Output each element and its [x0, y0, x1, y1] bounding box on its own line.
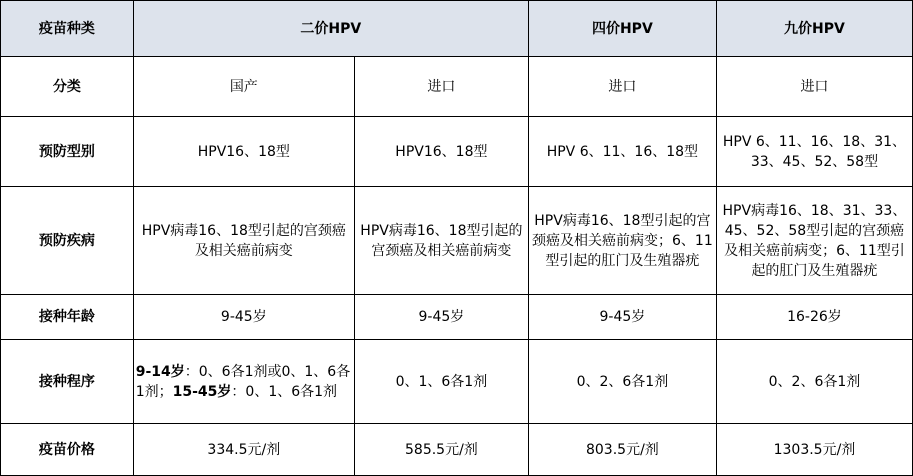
category-row: [1, 57, 913, 117]
schedule-bivalent-domestic: [133, 340, 354, 424]
price-nonavalent: 1303.5元/剂: [716, 424, 912, 476]
header-row: [1, 1, 913, 57]
age-nonavalent: 16-26岁: [716, 295, 912, 340]
schedule-row: [1, 340, 913, 424]
category-label: 分类: [1, 57, 134, 117]
types-bivalent-domestic: HPV16、18型: [133, 117, 354, 187]
age-label: 接种年龄: [1, 295, 134, 340]
age-bivalent-imported: 9-45岁: [354, 295, 528, 340]
category-bivalent-imported: 进口: [354, 57, 528, 117]
types-bivalent-imported: HPV16、18型: [354, 117, 528, 187]
category-quadrivalent: 进口: [528, 57, 716, 117]
diseases-bivalent-domestic: HPV病毒16、18型引起的宫颈癌及相关癌前病变: [133, 187, 354, 295]
schedule-plan-1: ：0、6各1剂或0、1、6各1剂；: [135, 363, 351, 400]
schedule-nonavalent: 0、2、6各1剂: [716, 340, 912, 424]
schedule-plan-2: ：0、1、6各1剂: [231, 383, 338, 400]
category-bivalent-domestic: 国产: [133, 57, 354, 117]
price-row: [1, 424, 913, 476]
diseases-row: [1, 187, 913, 295]
schedule-label: 接种程序: [1, 340, 134, 424]
price-quadrivalent: 803.5元/剂: [528, 424, 716, 476]
header-quadrivalent: 四价HPV: [528, 1, 716, 57]
age-bivalent-domestic: 9-45岁: [133, 295, 354, 340]
age-quadrivalent: 9-45岁: [528, 295, 716, 340]
types-label: 预防型别: [1, 117, 134, 187]
header-nonavalent: 九价HPV: [716, 1, 912, 57]
header-vaccine-type: 疫苗种类: [1, 1, 134, 57]
types-row: [1, 117, 913, 187]
header-bivalent: 二价HPV: [133, 1, 528, 57]
diseases-quadrivalent: HPV病毒16、18型引起的宫颈癌及相关癌前病变；6、11型引起的肛门及生殖器疣: [528, 187, 716, 295]
price-bivalent-imported: 585.5元/剂: [354, 424, 528, 476]
schedule-age-group-1: 9-14岁: [135, 363, 185, 380]
diseases-label: 预防疾病: [1, 187, 134, 295]
age-row: [1, 295, 913, 340]
schedule-quadrivalent: 0、2、6各1剂: [528, 340, 716, 424]
types-nonavalent: HPV 6、11、16、18、31、33、45、52、58型: [716, 117, 912, 187]
price-bivalent-domestic: 334.5元/剂: [133, 424, 354, 476]
price-label: 疫苗价格: [1, 424, 134, 476]
schedule-bivalent-imported: 0、1、6各1剂: [354, 340, 528, 424]
diseases-bivalent-imported: HPV病毒16、18型引起的宫颈癌及相关癌前病变: [354, 187, 528, 295]
diseases-nonavalent: HPV病毒16、18、31、33、45、52、58型引起的宫颈癌及相关癌前病变；6、11型引起的肛门及生殖器疣: [716, 187, 912, 295]
types-quadrivalent: HPV 6、11、16、18型: [528, 117, 716, 187]
schedule-age-group-2: 15-45岁: [172, 383, 232, 400]
category-nonavalent: 进口: [716, 57, 912, 117]
